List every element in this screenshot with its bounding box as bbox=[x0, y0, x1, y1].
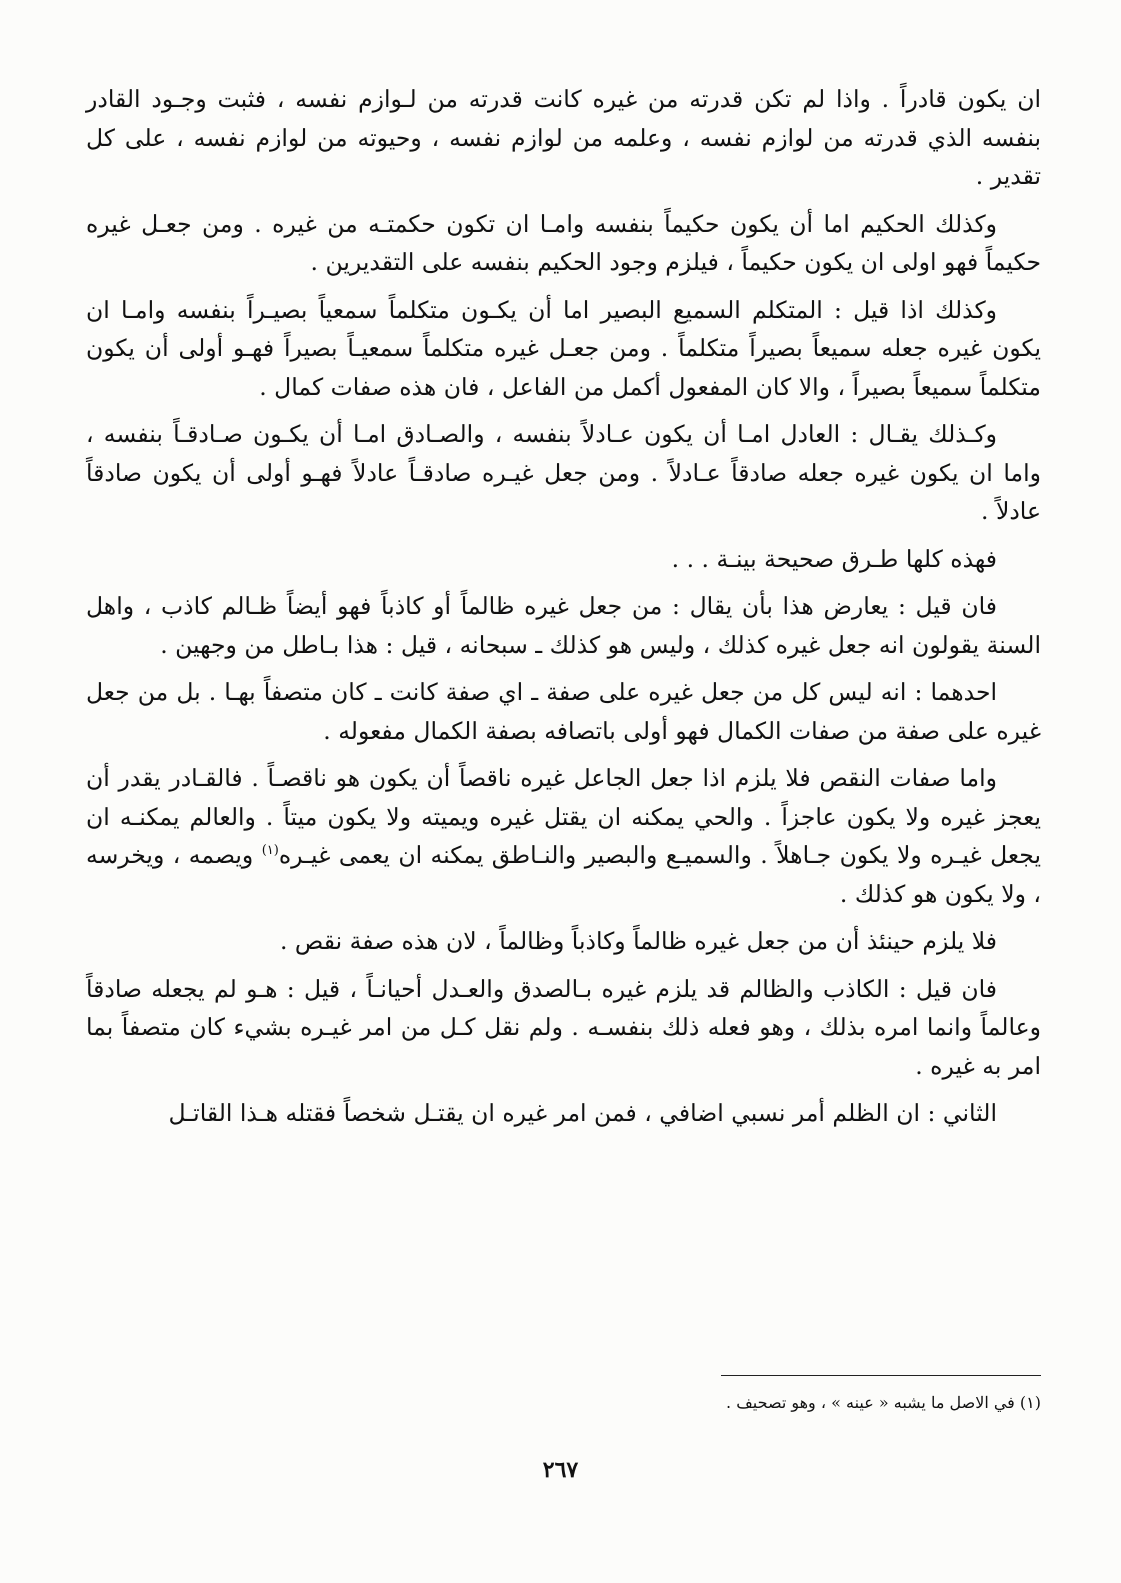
paragraph-with-footnote bbox=[86, 759, 1041, 913]
paragraph: فان قيل : يعارض هذا بأن يقال : من جعل غيره ظالماً أو كاذباً فهو أيضاً ظـالم كاذب ، واهل السنة يقولون انه جعل غيره كذلك ، وليس هو كذلك ـ سبحانه ، قيل : هذا بـاطل من وجهين . bbox=[86, 592, 1041, 659]
paragraph: فلا يلزم حينئذ أن من جعل غيره ظالماً وكاذباً وظالماً ، لان هذه صفة نقص . bbox=[279, 927, 997, 955]
paragraph-text: واما صفات النقص فلا يلزم اذا جعل الجاعل غيره ناقصاً أن يكون هو ناقصـاً . فالقـادر يقدر أن يعجز غيره ولا يكون عاجزاً . والحي يمكنه ان يقتل غيره ويميته ولا يكون ميتاً . والعالم يمكنـه ان يجعل غيـره ولا يكون جـاهلاً . والسميـع والبصير والنـاطق يمكنه ان يعمى غيـره bbox=[86, 764, 1041, 869]
body-text bbox=[86, 80, 1041, 1142]
paragraph: وكذلك الحكيم اما أن يكون حكيماً بنفسه وامـا ان تكون حكمتـه من غيره . ومن جعـل غيره حكيماً فهو اولى ان يكون حكيماً ، فيلزم وجود الحكيم بنفسه على التقديرين . bbox=[86, 209, 1041, 276]
page-number: ٢٦٧ bbox=[542, 1457, 579, 1483]
paragraph: وكـذلك يقـال : العادل امـا أن يكون عـادلاً بنفسه ، والصـادق امـا أن يكـون صـادقـاً بنفسه ، واما ان يكون غيره جعله صادقاً عـادلاً . ومن جعل غيـره صادقـاً عادلاً فهـو أولى أن يكون صادقاً عادلاً . bbox=[86, 420, 1041, 525]
footnote-reference: (١) bbox=[261, 843, 279, 859]
paragraph: فهذه كلها طـرق صحيحة بينـة . . . bbox=[671, 544, 997, 573]
paragraph: وكذلك اذا قيل : المتكلم السميع البصير اما أن يكـون متكلماً سمعياً بصيـراً بنفسه وامـا ان يكون غيره جعله سميعاً بصيراً متكلماً . ومن جعـل غيره متكلماً سمعيـاً بصيراً فهـو أولى أن يكون متكلماً سميعاً بصيراً ، والا كان المفعول أكمل من الفاعل ، فان هذه صفات كمال . bbox=[86, 295, 1041, 401]
paragraph: الثاني : ان الظلم أمر نسبي اضافي ، فمن امر غيره ان يقتـل شخصاً فقتله هـذا القاتـل bbox=[168, 1099, 997, 1127]
footnote: (١) في الاصل ما يشبه « عينه » ، وهو تصحيف . bbox=[726, 1393, 1041, 1412]
footnote-divider bbox=[721, 1375, 1041, 1376]
paragraph: ان يكون قادراً . واذا لم تكن قدرته من غيره كانت قدرته من لـوازم نفسه ، فثبت وجـود القادر بنفسه الذي قدرته من لوازم نفسه ، وعلمه من لوازم نفسه ، وحيوته من لوازم نفسه ، على كل تقدير . bbox=[86, 85, 1041, 190]
paragraph: فان قيل : الكاذب والظالم قد يلزم غيره بـالصدق والعـدل أحيانـاً ، قيل : هـو لم يجعله صادقاً وعالماً وانما امره بذلك ، وهو فعله ذلك بنفسـه . ولم نقل كـل من امر غيـره بشيء كان متصفاً بما امر به غيره . bbox=[86, 974, 1041, 1080]
paragraph-text-continued: ويصمه ، ويخرسه ، ولا يكون هو كذلك . bbox=[86, 841, 1041, 908]
paragraph: احدهما : انه ليس كل من جعل غيره على صفة ـ اي صفة كانت ـ كان متصفاً بهـا . بل من جعل غيره على صفة من صفات الكمال فهو أولى باتصافه بصفة الكمال مفعوله . bbox=[86, 678, 1041, 745]
